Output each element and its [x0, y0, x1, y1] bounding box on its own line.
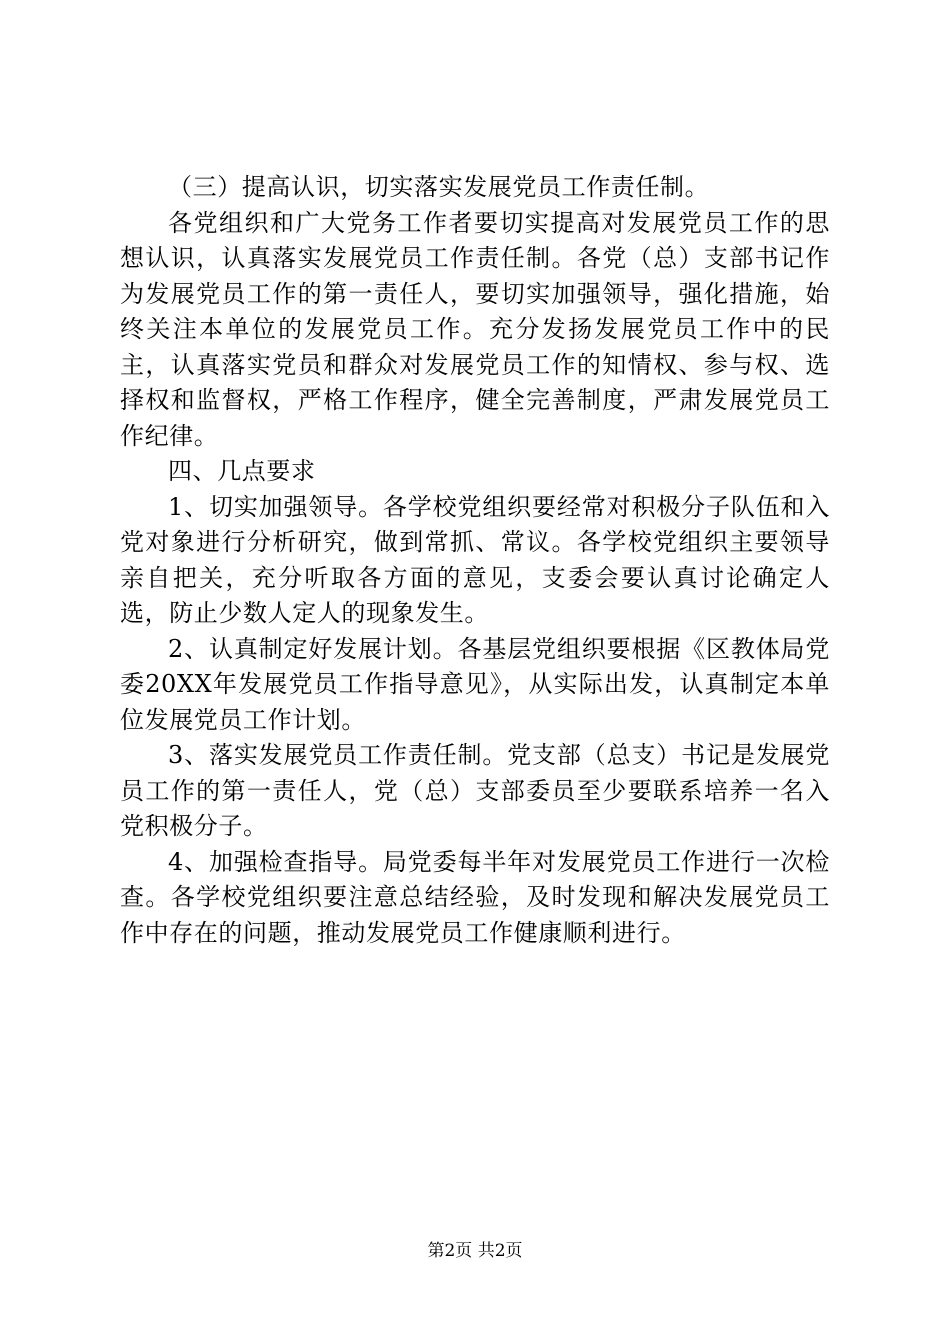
requirement-item-1: 1、切实加强领导。各学校党组织要经常对积极分子队伍和入党对象进行分析研究，做到常抓、常议。各学校党组织主要领导亲自把关，充分听取各方面的意见，支委会要认真讨论确定人选，防止少数人定人的现象发生。: [120, 492, 830, 627]
requirement-item-4: 4、加强检查指导。局党委每半年对发展党员工作进行一次检查。各学校党组织要注意总结经验，及时发现和解决发展党员工作中存在的问题，推动发展党员工作健康顺利进行。: [120, 847, 830, 947]
page-number-footer: 第2页 共2页: [427, 1241, 523, 1261]
document-body: [120, 170, 830, 951]
requirement-item-3: 3、落实发展党员工作责任制。党支部（总支）书记是发展党员工作的第一责任人，党（总）支部委员至少要联系培养一名入党积极分子。: [120, 741, 830, 840]
section-heading-three: （三）提高认识，切实落实发展党员工作责任制。: [168, 173, 710, 201]
section-heading-four: 四、几点要求: [168, 457, 316, 485]
body-paragraph: 各党组织和广大党务工作者要切实提高对发展党员工作的思想认识，认真落实发展党员工作责任制。各党（总）支部书记作为发展党员工作的第一责任人，要切实加强领导，强化措施，始终关注本单位的发展党员工作。充分发扬发展党员工作中的民主，认真落实党员和群众对发展党员工作的知情权、参与权、选择权和监督权，严格工作程序，健全完善制度，严肃发展党员工作纪律。: [120, 208, 830, 450]
requirement-item-2: 2、认真制定好发展计划。各基层党组织要根据《区教体局党委20XX年发展党员工作指导意见》，从实际出发，认真制定本单位发展党员工作计划。: [120, 634, 830, 734]
